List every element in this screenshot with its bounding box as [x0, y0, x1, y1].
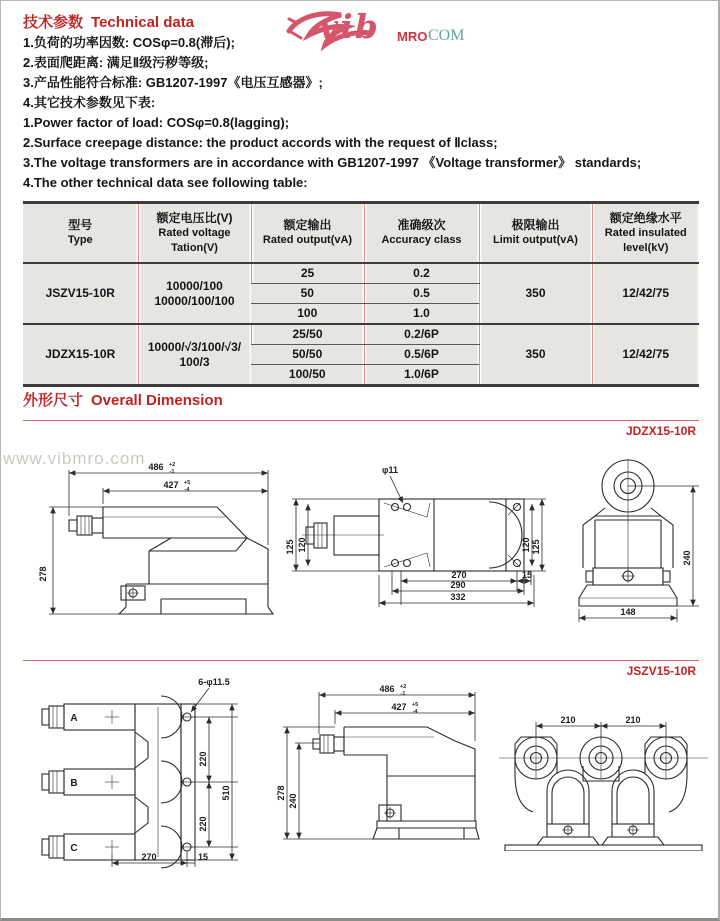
hdr-insulation-en1: Rated insulated [604, 226, 687, 239]
dim-tolerance: -1 [400, 691, 406, 697]
cell-accuracy: 0.2 [364, 263, 479, 284]
dimension-section-heading [23, 389, 223, 410]
dim-label: 270 [451, 570, 467, 580]
dim-label: 210 [625, 715, 641, 725]
logo-com-text: .COM [424, 27, 465, 44]
jdzx-end-view-drawing [553, 453, 713, 628]
tech-line-en-2: 2.Surface creepage distance: the product accords with the request of Ⅱclass; [23, 135, 498, 150]
cell-accuracy: 0.5/6P [364, 345, 479, 365]
table-row [23, 263, 699, 284]
section-divider [23, 420, 699, 421]
dim-label: 270 [141, 852, 157, 862]
dim-label: 120 [297, 537, 307, 553]
model-label-jdzx: JDZX15-10R [625, 424, 696, 438]
dim-label: 332 [450, 592, 466, 602]
dimension-heading-zh: 外形尺寸 [23, 392, 84, 409]
hdr-insulation-zh: 额定绝缘水平 [609, 210, 682, 225]
tech-heading-en: Technical data [91, 14, 195, 31]
voltage-line: 10000/100/100 [154, 293, 235, 308]
dim-label: 486 [148, 462, 164, 472]
dimension-heading-en: Overall Dimension [91, 392, 223, 409]
tech-line-en-3: 3.The voltage transformers are in accordance with GB1207-1997 《Voltage transformer》 standards; [23, 155, 642, 170]
col-header-type [23, 203, 138, 264]
hdr-voltage-en1: Rated voltage [158, 226, 231, 239]
hole-callout: 6-φ11.5 [198, 677, 230, 687]
dim-tolerance: +5 [183, 480, 191, 486]
cell-output: 100/50 [251, 365, 364, 386]
jdzx-top-view-drawing [284, 459, 549, 624]
dim-label: 210 [560, 715, 576, 725]
cell-accuracy: 0.2/6P [364, 324, 479, 345]
hdr-voltage-en2: Tation(V) [171, 241, 218, 254]
tech-lines-zh [23, 33, 713, 113]
phase-label-c: C [70, 843, 78, 854]
dim-label: 120 [521, 537, 531, 553]
hole-callout: φ11 [382, 465, 398, 475]
tech-line-zh-3: 3.产品性能符合标准: GB1207-1997《电压互感器》; [23, 75, 323, 90]
cell-accuracy: 1.0/6P [364, 365, 479, 386]
dim-label: 278 [276, 785, 286, 801]
tech-line-en-4: 4.The other technical data see following table: [23, 175, 308, 190]
phase-label-a: A [70, 713, 78, 724]
cell-output: 50 [251, 284, 364, 304]
cell-insulation-jdzx: 12/42/75 [592, 324, 699, 386]
hdr-voltage-zh: 额定电压比(V) [156, 210, 233, 225]
logo-mro-text: MRO [397, 29, 428, 44]
dim-label: 427 [391, 702, 407, 712]
dim-label: 125 [531, 539, 541, 555]
table-row [23, 324, 699, 345]
dim-label: 427 [163, 480, 179, 490]
tech-section-heading [23, 11, 194, 32]
voltage-line: 10000/√3/100/√3/ [147, 339, 242, 354]
jszv-front-view-drawing [491, 696, 716, 851]
tech-line-en-1: 1.Power factor of load: COSφ=0.8(lagging); [23, 115, 290, 130]
hdr-insulation-en2: level(kV) [623, 241, 669, 254]
hdr-output-zh: 额定输出 [283, 218, 332, 232]
phase-label-b: B [70, 778, 78, 789]
cell-output: 25 [251, 263, 364, 284]
dim-label: 15 [197, 852, 209, 862]
dim-label: 220 [198, 751, 208, 767]
hdr-type-en: Type [67, 234, 93, 246]
phase-arm-b [42, 761, 193, 803]
dim-tolerance: -1 [169, 469, 175, 475]
dim-label: 240 [288, 793, 298, 809]
dim-label: 278 [38, 566, 48, 582]
col-header-insulation [592, 203, 699, 264]
col-header-accuracy [364, 203, 479, 264]
dim-label: 290 [450, 580, 466, 590]
voltage-line: 10000/100 [166, 278, 223, 293]
cell-type-jdzx: JDZX15-10R [23, 324, 138, 386]
logo-script-text: vib [319, 7, 380, 46]
col-header-voltage [138, 203, 251, 264]
tech-line-zh-2: 2.表面爬距离: 满足Ⅱ级污秽等级; [23, 55, 209, 70]
voltage-line: 100/3 [179, 354, 210, 369]
dim-tolerance: +2 [399, 684, 407, 690]
dim-tolerance: +5 [411, 702, 419, 708]
hdr-type-zh: 型号 [68, 218, 93, 232]
dim-label: 240 [682, 550, 692, 566]
cell-accuracy: 0.5 [364, 284, 479, 304]
cell-accuracy: 1.0 [364, 304, 479, 325]
phase-arm-a [42, 696, 193, 738]
hdr-limit-en: Limit output(vA) [493, 234, 578, 246]
jszv-top-view-drawing [26, 669, 271, 869]
tech-line-zh-4: 4.其它技术参数见下表: [23, 95, 156, 110]
col-header-output [251, 203, 364, 264]
cell-limit-jszv: 350 [479, 263, 592, 324]
dim-label: 15 [521, 570, 533, 580]
tech-lines-en [23, 113, 713, 193]
hdr-accuracy-zh: 准确级次 [397, 218, 446, 232]
cell-voltage-jszv [138, 263, 251, 324]
technical-data-table [23, 201, 699, 387]
watermark-text: www.vibmro.com [3, 449, 146, 468]
cell-voltage-jdzx [138, 324, 251, 386]
cell-output: 25/50 [251, 324, 364, 345]
hdr-accuracy-en: Accuracy class [381, 234, 462, 246]
tech-heading-zh: 技术参数 [23, 14, 84, 31]
dim-label: 125 [285, 539, 295, 555]
dim-label: 486 [379, 684, 395, 694]
hdr-limit-zh: 极限输出 [511, 218, 560, 232]
dim-label: 510 [221, 785, 231, 801]
dim-label: 148 [620, 607, 636, 617]
dim-tolerance: +2 [168, 462, 176, 468]
jszv-side-view-drawing [269, 681, 484, 851]
col-header-limit [479, 203, 592, 264]
cell-limit-jdzx: 350 [479, 324, 592, 386]
jdzx-side-view-drawing [31, 459, 276, 624]
hdr-output-en: Rated output(vA) [262, 234, 353, 246]
cell-output: 100 [251, 304, 364, 325]
cell-insulation-jszv: 12/42/75 [592, 263, 699, 324]
dim-tolerance: -4 [184, 487, 190, 493]
phase-arm-c [42, 826, 193, 868]
tech-line-zh-1: 1.负荷的功率因数: COSφ=0.8(滞后); [23, 35, 235, 50]
section-divider [23, 660, 699, 661]
cell-output: 50/50 [251, 345, 364, 365]
dim-label: 220 [198, 816, 208, 832]
dim-tolerance: -4 [412, 709, 418, 715]
model-label-jszv: JSZV15-10R [626, 664, 696, 678]
cell-type-jszv: JSZV15-10R [23, 263, 138, 324]
